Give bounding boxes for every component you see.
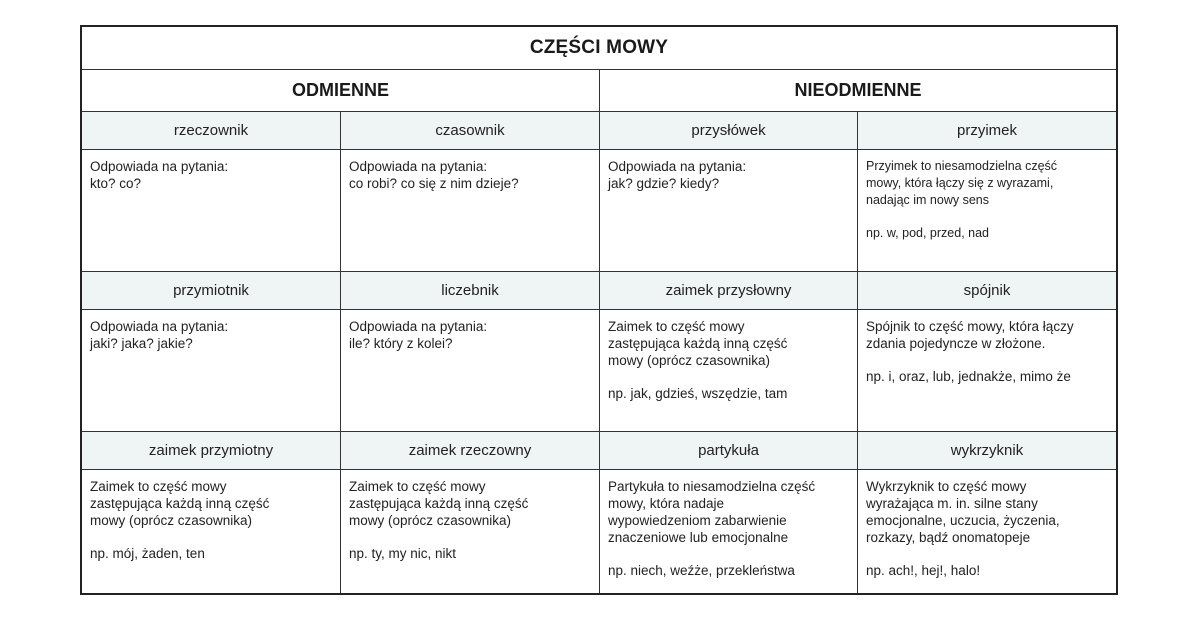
description-line: jak? gdzie? kiedy? [608,176,720,191]
spacer [608,369,849,385]
description-line: zastępująca każdą inną część [90,496,270,511]
category-header: liczebnik [341,272,600,310]
example-text: np. niech, weźże, przekleństwa [608,563,795,578]
parts-of-speech-table [80,25,1118,595]
description-line: Przyimek to niesamodzielna część [866,159,1058,173]
description-line: znaczeniowe lub emocjonalne [608,530,789,545]
description-line: Wykrzyknik to część mowy [866,479,1027,494]
description-line: emocjonalne, uczucia, życzenia, [866,513,1060,528]
description-line: mowy (oprócz czasownika) [608,353,771,368]
group-header-uninflected: NIEODMIENNE [600,70,1116,112]
category-description [858,470,1116,593]
description-line: Odpowiada na pytania: [349,159,488,174]
category-description [341,310,600,432]
category-header: rzeczownik [82,112,341,150]
category-description [82,310,341,432]
description-line: Odpowiada na pytania: [90,319,229,334]
category-header: zaimek przysłowny [600,272,858,310]
category-header: zaimek rzeczowny [341,432,600,470]
description-line: jaki? jaka? jakie? [90,336,193,351]
description-line: mowy, która nadaje [608,496,725,511]
spacer [90,529,332,545]
category-header: przymiotnik [82,272,341,310]
category-description [341,470,600,593]
example-text: np. i, oraz, lub, jednakże, mimo że [866,369,1071,384]
category-header: spójnik [858,272,1116,310]
spacer [866,546,1108,562]
description-line: mowy (oprócz czasownika) [349,513,512,528]
description-line: ile? który z kolei? [349,336,453,351]
spacer [866,352,1108,368]
description-line: Zaimek to część mowy [349,479,486,494]
example-text: np. ty, my nic, nikt [349,546,457,561]
description-line: kto? co? [90,176,142,191]
spacer [349,529,591,545]
description-line: rozkazy, bądź onomatopeje [866,530,1031,545]
category-header: zaimek przymiotny [82,432,341,470]
spacer [866,209,1108,225]
description-line: co robi? co się z nim dzieje? [349,176,519,191]
category-description [858,310,1116,432]
description-line: Partykuła to niesamodzielna część [608,479,816,494]
description-line: zastępująca każdą inną część [349,496,529,511]
category-description [600,470,858,593]
category-header: przysłówek [600,112,858,150]
description-line: zastępująca każdą inną część [608,336,788,351]
category-description [600,150,858,272]
category-header: czasownik [341,112,600,150]
example-text: np. w, pod, przed, nad [866,226,990,240]
example-text: np. mój, żaden, ten [90,546,205,561]
category-header: partykuła [600,432,858,470]
description-line: Zaimek to część mowy [608,319,745,334]
description-line: Zaimek to część mowy [90,479,227,494]
category-description [82,470,341,593]
description-line: Odpowiada na pytania: [349,319,488,334]
description-line: Odpowiada na pytania: [608,159,747,174]
description-line: wypowiedzeniom zabarwienie [608,513,787,528]
example-text: np. ach!, hej!, halo! [866,563,981,578]
category-description [600,310,858,432]
description-line: Odpowiada na pytania: [90,159,229,174]
description-line: wyrażająca m. in. silne stany [866,496,1038,511]
description-line: mowy (oprócz czasownika) [90,513,253,528]
table-title: CZĘŚCI MOWY [82,27,1116,70]
example-text: np. jak, gdzieś, wszędzie, tam [608,386,788,401]
description-line: mowy, która łączy się z wyrazami, [866,176,1054,190]
category-description [82,150,341,272]
category-header: wykrzyknik [858,432,1116,470]
description-line: Spójnik to część mowy, która łączy [866,319,1074,334]
description-line: zdania pojedyncze w złożone. [866,336,1046,351]
description-line: nadając im nowy sens [866,193,989,207]
group-header-inflected: ODMIENNE [82,70,600,112]
category-header: przyimek [858,112,1116,150]
category-description [858,150,1116,272]
category-description [341,150,600,272]
spacer [608,546,849,562]
